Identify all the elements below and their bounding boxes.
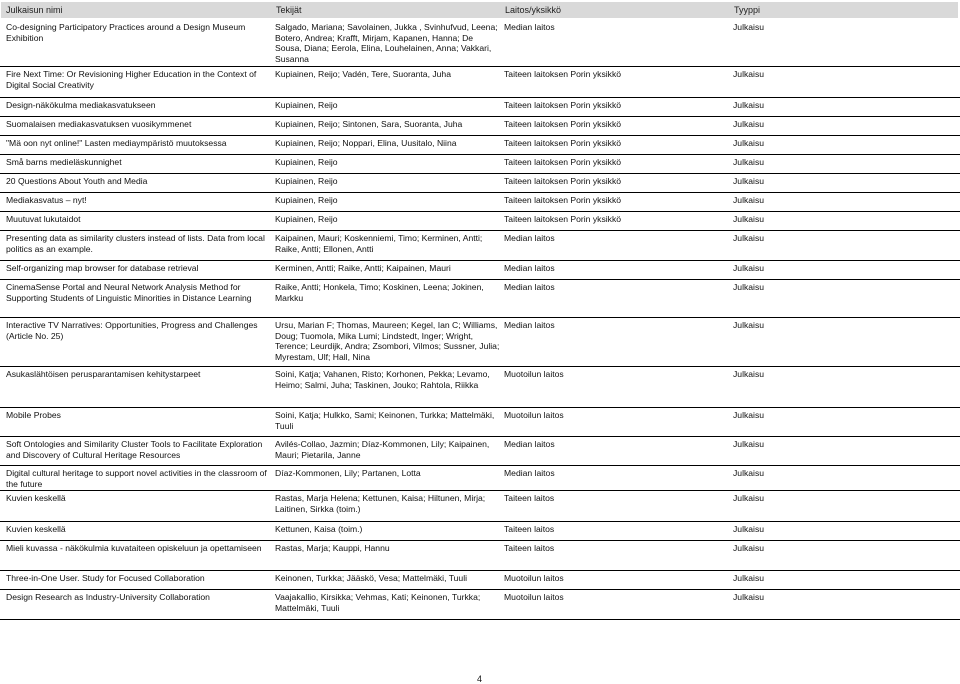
authors: Avilés-Collao, Jazmin; Díaz-Kommonen, Lily; Kaipainen, Mauri; Pietarila, Janne: [275, 439, 490, 460]
publication-type: Julkaisu: [733, 195, 765, 205]
table-row: [0, 212, 960, 231]
department: Taiteen laitoksen Porin yksikkö: [504, 100, 622, 110]
publication-title: Design-näkökulma mediakasvatukseen: [6, 100, 156, 110]
department: Muotoilun laitos: [504, 369, 564, 379]
department: Muotoilun laitos: [504, 573, 564, 583]
table-row: [0, 466, 960, 491]
department: Taiteen laitoksen Porin yksikkö: [504, 69, 622, 79]
department: Median laitos: [504, 468, 555, 478]
header-department: Laitos/yksikkö: [505, 5, 562, 15]
header-authors: Tekijät: [276, 5, 302, 15]
publication-type: Julkaisu: [733, 69, 765, 79]
publication-type: Julkaisu: [733, 573, 765, 583]
header-publication-name: Julkaisun nimi: [6, 5, 63, 15]
publication-title: Mobile Probes: [6, 410, 61, 420]
authors: Díaz-Kommonen, Lily; Partanen, Lotta: [275, 468, 421, 478]
publication-title: Mieli kuvassa - näkökulmia kuvataiteen opiskeluun ja opettamiseen: [6, 543, 262, 553]
authors: Kupiainen, Reijo; Noppari, Elina, Uusitalo, Niina: [275, 138, 457, 148]
publication-title: Three-in-One User. Study for Focused Collaboration: [6, 573, 205, 583]
table-row: [0, 155, 960, 174]
publication-type: Julkaisu: [733, 157, 765, 167]
publication-type: Julkaisu: [733, 493, 765, 503]
publication-type: Julkaisu: [733, 119, 765, 129]
publication-title: Digital cultural heritage to support novel activities in the classroom of the future: [6, 468, 267, 489]
department: Taiteen laitoksen Porin yksikkö: [504, 157, 622, 167]
department: Muotoilun laitos: [504, 592, 564, 602]
table-row: [0, 20, 960, 67]
authors: Rastas, Marja; Kauppi, Hannu: [275, 543, 390, 553]
department: Muotoilun laitos: [504, 410, 564, 420]
publication-type: Julkaisu: [733, 263, 765, 273]
table-row: [0, 231, 960, 261]
department: Taiteen laitoksen Porin yksikkö: [504, 176, 622, 186]
publication-type: Julkaisu: [733, 282, 765, 292]
table-header: [1, 2, 958, 18]
department: Median laitos: [504, 439, 555, 449]
table-row: [0, 193, 960, 212]
department: Median laitos: [504, 263, 555, 273]
table-row: [0, 590, 960, 620]
table-row: [0, 67, 960, 98]
authors: Keinonen, Turkka; Jääskö, Vesa; Mattelmäki, Tuuli: [275, 573, 468, 583]
publication-title: Interactive TV Narratives: Opportunities, Progress and Challenges (Article No. 25): [6, 320, 258, 341]
authors: Soini, Katja; Vahanen, Risto; Korhonen, Pekka; Levamo, Heimo; Salmi, Juha; Taskinen, Jouko; Rahtola, Riikka: [275, 369, 490, 390]
authors: Kupiainen, Reijo: [275, 100, 338, 110]
table-row: [0, 522, 960, 541]
department: Median laitos: [504, 320, 555, 330]
publication-title: "Mä oon nyt online!" Lasten mediaympäristö muutoksessa: [6, 138, 227, 148]
authors: Salgado, Mariana; Savolainen, Jukka , Svinhufvud, Leena; Botero, Andrea; Krafft, Mirjam, Kapanen, Hanna; De Sousa, Diana; Eerola, Elina, Louhelainen, Anna; Vakkari, Susanna: [275, 22, 498, 64]
table-row: [0, 408, 960, 437]
authors: Kaipainen, Mauri; Koskenniemi, Timo; Kerminen, Antti; Raike, Antti; Ellonen, Antti: [275, 233, 483, 254]
department: Median laitos: [504, 233, 555, 243]
table-row: [0, 367, 960, 408]
publication-type: Julkaisu: [733, 543, 765, 553]
publication-type: Julkaisu: [733, 524, 765, 534]
table-row: [0, 491, 960, 522]
publication-type: Julkaisu: [733, 468, 765, 478]
table-row: [0, 117, 960, 136]
publication-title: Presenting data as similarity clusters instead of lists. Data from local politics as an example.: [6, 233, 265, 254]
table-row: [0, 541, 960, 571]
authors: Kupiainen, Reijo; Vadén, Tere, Suoranta, Juha: [275, 69, 451, 79]
authors: Kupiainen, Reijo: [275, 195, 338, 205]
authors: Kupiainen, Reijo: [275, 176, 338, 186]
table-row: [0, 318, 960, 367]
authors: Kettunen, Kaisa (toim.): [275, 524, 363, 534]
publication-type: Julkaisu: [733, 214, 765, 224]
publication-title: Asukaslähtöisen perusparantamisen kehitystarpeet: [6, 369, 201, 379]
table-row: [0, 174, 960, 193]
department: Taiteen laitoksen Porin yksikkö: [504, 195, 622, 205]
publication-type: Julkaisu: [733, 233, 765, 243]
authors: Kupiainen, Reijo: [275, 214, 338, 224]
publication-title: Kuvien keskellä: [6, 493, 66, 503]
authors: Ursu, Marian F; Thomas, Maureen; Kegel, Ian C; Williams, Doug; Tuomola, Mika Lumi; Lindstedt, Inger; Wright, Terence; Leurdijk, Andra; Zsombori, Vilmos; Sussner, Julia; Myrestam, Ulf; Hall, Nina: [275, 320, 500, 362]
department: Taiteen laitos: [504, 524, 555, 534]
authors: Kerminen, Antti; Raike, Antti; Kaipainen, Mauri: [275, 263, 451, 273]
department: Taiteen laitos: [504, 493, 555, 503]
table-row: [0, 136, 960, 155]
publication-title: Mediakasvatus – nyt!: [6, 195, 87, 205]
publication-title: Design Research as Industry-University Collaboration: [6, 592, 210, 602]
department: Median laitos: [504, 22, 555, 32]
authors: Vaajakallio, Kirsikka; Vehmas, Kati; Keinonen, Turkka; Mattelmäki, Tuuli: [275, 592, 481, 613]
publication-type: Julkaisu: [733, 100, 765, 110]
department: Taiteen laitoksen Porin yksikkö: [504, 214, 622, 224]
table-row: [0, 261, 960, 280]
publication-type: Julkaisu: [733, 410, 765, 420]
authors: Rastas, Marja Helena; Kettunen, Kaisa; Hiltunen, Mirja; Laitinen, Sirkka (toim.): [275, 493, 486, 514]
publication-title: Self-organizing map browser for database retrieval: [6, 263, 199, 273]
table-row: [0, 571, 960, 590]
publication-type: Julkaisu: [733, 138, 765, 148]
publication-title: Små barns medieläskunnighet: [6, 157, 122, 167]
publication-title: 20 Questions About Youth and Media: [6, 176, 148, 186]
publication-title: Kuvien keskellä: [6, 524, 66, 534]
publication-title: Suomalaisen mediakasvatuksen vuosikymmenet: [6, 119, 192, 129]
authors: Kupiainen, Reijo; Sintonen, Sara, Suoranta, Juha: [275, 119, 463, 129]
authors: Raike, Antti; Honkela, Timo; Koskinen, Leena; Jokinen, Markku: [275, 282, 484, 303]
publication-type: Julkaisu: [733, 592, 765, 602]
publication-type: Julkaisu: [733, 22, 765, 32]
publication-title: Soft Ontologies and Similarity Cluster Tools to Facilitate Exploration and Discovery of Cultural Heritage Resources: [6, 439, 263, 460]
department: Taiteen laitoksen Porin yksikkö: [504, 119, 622, 129]
department: Taiteen laitos: [504, 543, 555, 553]
publication-type: Julkaisu: [733, 439, 765, 449]
publication-title: Muutuvat lukutaidot: [6, 214, 81, 224]
department: Taiteen laitoksen Porin yksikkö: [504, 138, 622, 148]
publication-title: Fire Next Time: Or Revisioning Higher Education in the Context of Digital Social Creativity: [6, 69, 257, 90]
publication-title: CinemaSense Portal and Neural Network Analysis Method for Supporting Students of Linguistic Minorities in Distance Learning: [6, 282, 252, 303]
table-row: [0, 437, 960, 466]
header-type: Tyyppi: [734, 5, 761, 15]
publication-type: Julkaisu: [733, 176, 765, 186]
authors: Kupiainen, Reijo: [275, 157, 338, 167]
page-number: 4: [477, 674, 483, 684]
publication-type: Julkaisu: [733, 369, 765, 379]
publication-title: Co-designing Participatory Practices around a Design Museum Exhibition: [6, 22, 246, 43]
table-row: [0, 280, 960, 318]
table-row: [0, 98, 960, 117]
authors: Soini, Katja; Hulkko, Sami; Keinonen, Turkka; Mattelmäki, Tuuli: [275, 410, 495, 431]
department: Median laitos: [504, 282, 555, 292]
publication-type: Julkaisu: [733, 320, 765, 330]
